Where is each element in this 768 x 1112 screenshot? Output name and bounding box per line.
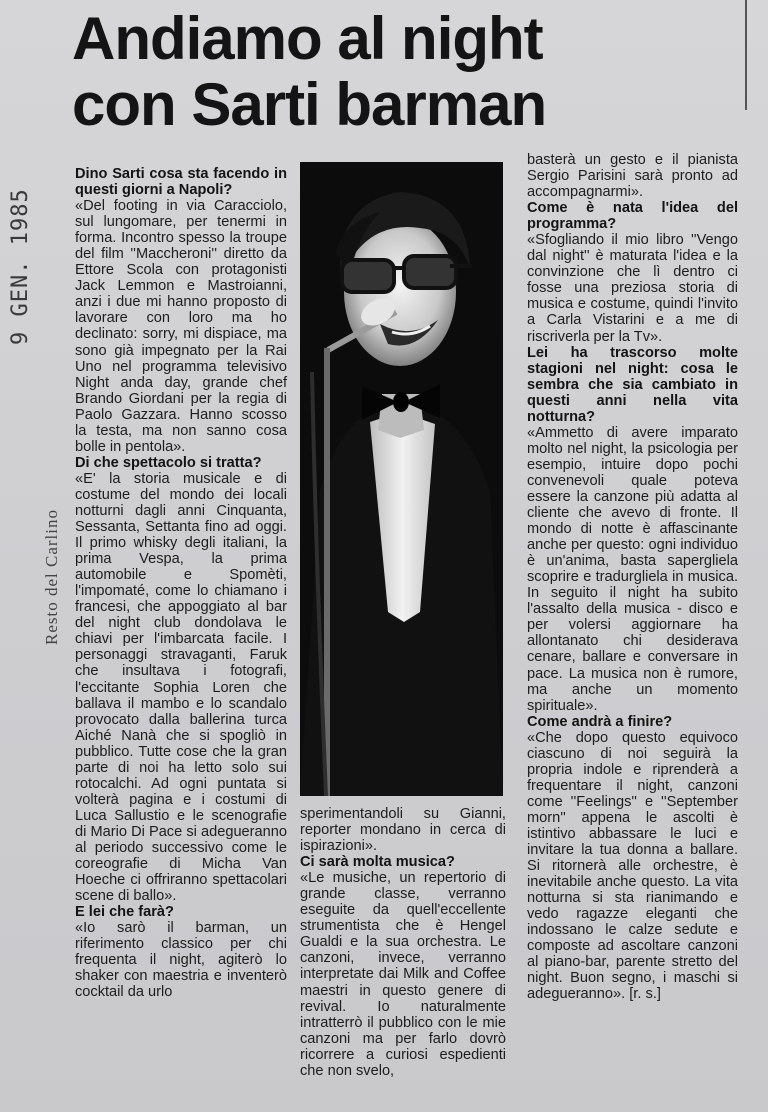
article-column-1	[75, 166, 287, 1000]
article-column-2	[300, 806, 506, 1079]
headline	[72, 6, 752, 138]
question-heading: Come è nata l'idea del programma?	[527, 200, 738, 233]
answer-paragraph: «Del footing in via Caracciolo, sul lungomare, per tenermi in forma. Incontro spesso la troupe del film ''Maccheroni'' diretto da Ettore Scola con protagonisti Jack Lemmon e Mastroianni, anzi i due mi hanno proposto di lavorare con loro ma ho declinato: sorry, mi dispiace, ma sono già impegnato per la Rai Uno nel programma televisivo Night anda day, grande chef Brando Giordani per la regia di Paolo Gazzara. Hanno scosso la testa, ma non sanno cosa bolle in pentola».	[75, 198, 287, 455]
date-stamp: 9 GEN. 1985	[8, 188, 33, 345]
question-heading: Di che spettacolo si tratta?	[75, 454, 262, 471]
answer-paragraph: sperimentandoli su Gianni, reporter mondano in cerca di ispirazioni».	[300, 806, 506, 855]
question-heading: Dino Sarti cosa sta facendo in questi giorni a Napoli?	[75, 166, 287, 199]
singer-photo	[300, 162, 503, 796]
source-stamp: Resto del Carlino	[42, 509, 61, 645]
question-heading: Come andrà a finire?	[527, 713, 673, 730]
question-heading: Ci sarà molta musica?	[300, 854, 455, 871]
question-heading: Lei ha trascorso molte stagioni nel night: cosa le sembra che sia cambiato in questi anni nella vita notturna?	[527, 344, 738, 425]
question-heading: E lei che farà?	[75, 904, 174, 921]
answer-paragraph: «Le musiche, un repertorio di grande classe, verranno eseguite da quell'eccellente strumentista che è Hengel Gualdi e la sua orchestra. Le canzoni, invece, verranno interpretate dai Milk and Coffee maestri in questo genere di revival. Io naturalmente intratterrò il pubblico con le mie canzoni ma per farlo dovrò ricorrere a curiosi espedienti che non svelo,	[300, 870, 506, 1079]
answer-paragraph: «Che dopo questo equivoco ciascuno di noi seguirà la propria indole e riprenderà a frequentare il night, canzoni come ''Feelings'' e ''September morn'' appena le ascolti è istintivo abbassare le luci e invitare la tua donna a ballare. Si ritornerà alle orchestre, è inevitabile anche questo. La vita notturna si sta rianimando e vedo ragazze eleganti che indossano le calze sedute e composte ad ascoltare canzoni al piano-bar, parente stretto del night. Buon segno, i maschi si adegueranno». [r. s.]	[527, 729, 738, 1003]
answer-paragraph: «Ammetto di avere imparato molto nel night, la psicologia per esempio, intuire dopo pochi convenevoli quale poteva essere la canzone più adatta al cliente che avevo di fronte. Il mondo di notte è affascinante anche per questo: ogni individuo è un'anima, basta sapergliela scoprire e tradurgliela in musica. In seguito il night ha subito l'assalto della musica - disco e per volersi aggiornare ha allontanato chi desiderava cenare, ballare e conversare in pace. La musica non è rumore, ma anche un momento spirituale».	[527, 424, 738, 714]
answer-paragraph: basterà un gesto e il pianista Sergio Parisini sarà pronto ad accompagnarmi».	[527, 152, 738, 201]
answer-paragraph: «E' la storia musicale e di costume del mondo dei locali notturni dagli anni Cinquanta, Sessanta, Settanta fino ad oggi. Il primo whisky degli italiani, la prima Vespa, la prima automobile e Spomèti, l'impomaté, come lo chiamano i francesi, che appoggiato al bar del night club dondolava le chiavi per l'imbarcata facile. I personaggi stravaganti, Faruk che insultava i fotografi, l'eccitante Sophia Loren che ballava il mambo e lo scandalo provocato dalla ballerina turca Aiché Nanà che si spogliò in pubblico. Tutte cose che la gran parte di noi ha letto solo sui rotocalchi. Ad ogni puntata si volterà pagina e i costumi di Luca Sallustio e le scenografie di Mario Di Pace si adegueranno al periodo successivo come le coreografie di Micha Van Hoeche ci offriranno spettacolari scene di ballo».	[75, 470, 287, 905]
singer-photo-illustration	[300, 162, 503, 796]
headline-line-2: con Sarti barman	[72, 71, 547, 138]
article-column-3	[527, 152, 738, 1002]
answer-paragraph: «Io sarò il barman, un riferimento classico per chi frequenta il night, agiterò lo shaker con maestria e inventerò cocktail da urlo	[75, 920, 287, 1001]
answer-paragraph: «Sfogliando il mio libro ''Vengo dal night'' è maturata l'idea e la convinzione che lì dentro ci fosse una preziosa storia di musica e costume, quindi l'invito a Carla Vistarini e a me di riscriverla per la Tv».	[527, 232, 738, 345]
headline-line-1: Andiamo al night	[72, 5, 543, 72]
